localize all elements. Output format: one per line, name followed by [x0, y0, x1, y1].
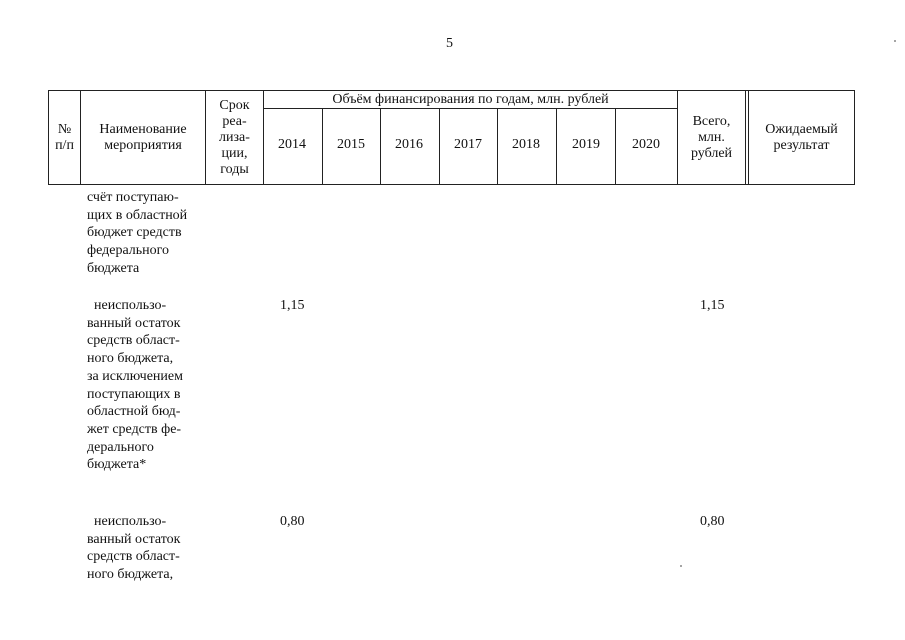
header-year-2016: 2016	[395, 137, 423, 152]
header-year-2018: 2018	[512, 137, 540, 152]
scan-speck	[680, 565, 682, 567]
col-border	[745, 90, 746, 185]
header-term: Срок реа- лиза- ции, годы	[219, 98, 250, 177]
row-name: неиспользо- ванный остаток средств област- ного бюджета, за исключением поступающих в областной бюд- жет средств фе- дерального бюджета*	[87, 298, 183, 473]
header-year-2015: 2015	[337, 137, 365, 152]
header-funding: Объём финансирования по годам, млн. рублей	[332, 91, 609, 107]
col-border	[854, 90, 855, 185]
page-number: 5	[446, 36, 453, 51]
header-year-2019: 2019	[572, 137, 600, 152]
row-value-2014: 0,80	[280, 514, 305, 529]
header-name: Наименование мероприятия	[99, 122, 187, 153]
header-result: Ожидаемый результат	[765, 122, 838, 153]
header-year-2014: 2014	[278, 137, 306, 152]
header-bottom-border	[48, 184, 855, 185]
row-total: 0,80	[700, 514, 725, 529]
header-year-2017: 2017	[454, 137, 482, 152]
header-num: № п/п	[55, 122, 74, 153]
header-year-2020: 2020	[632, 137, 660, 152]
row-name: неиспользо- ванный остаток средств област- ного бюджета,	[87, 514, 181, 583]
header-total: Всего, млн. рублей	[690, 114, 733, 161]
row-total: 1,15	[700, 298, 725, 313]
col-border	[615, 108, 616, 185]
scan-speck	[894, 40, 896, 42]
row-value-2014: 1,15	[280, 298, 305, 313]
row-name: счёт поступаю- щих в областной бюджет средств федерального бюджета	[87, 190, 188, 276]
